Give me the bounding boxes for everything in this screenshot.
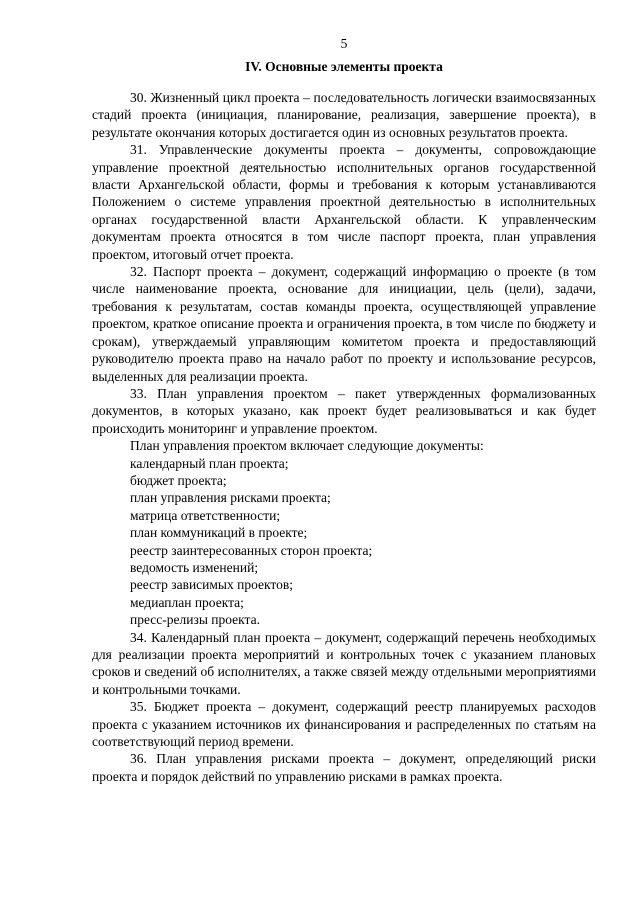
paragraph-32: 32. Паспорт проекта – документ, содержащий информацию о проекте (в том числе наименование проекта, основание для инициации, цель (цели), задачи, требования к результатам, состав команды проекта, осуществляющей управление проектом, краткое описание проекта и ограничения проекта, в том числе по бюджету и срокам), утверждаемый управляющим комитетом проекта и предоставляющий руководителю проекта право на начало работ по проекту и использование ресурсов, выделенных для реализации проекта.	[92, 264, 596, 384]
list-item: план коммуникаций в проекте;	[130, 525, 308, 541]
section-title: IV. Основные элементы проекта	[245, 59, 443, 74]
document-page	[92, 36, 596, 785]
paragraph-30: 30. Жизненный цикл проекта – последовательность логически взаимосвязанных стадий проекта (инициация, планирование, реализация, завершение проекта), в результате окончания которых достигается один из основных результатов проекта.	[92, 90, 596, 140]
list-item: план управления рисками проекта;	[130, 490, 331, 506]
paragraph-35: 35. Бюджет проекта – документ, содержащий реестр планируемых расходов проекта с указанием источников их финансирования и распределенных по статьям на соответствующий период времени.	[92, 699, 596, 750]
list-intro: План управления проектом включает следующие документы:	[130, 438, 484, 454]
list-item: пресс-релизы проекта.	[130, 612, 260, 628]
list-item: бюджет проекта;	[130, 472, 227, 488]
list-item: реестр заинтересованных сторон проекта;	[130, 542, 373, 558]
paragraph-33: 33. План управления проектом – пакет утвержденных формализованных документов, в которых указано, как проект будет реализовываться и как будет происходить мониторинг и управление проектом.	[92, 385, 596, 436]
list-item: реестр зависимых проектов;	[130, 577, 293, 593]
paragraph-36: 36. План управления рисками проекта – документ, определяющий риски проекта и порядок действий по управлению рисками в рамках проекта.	[92, 751, 596, 784]
list-item: календарный план проекта;	[130, 455, 289, 471]
list-item: матрица ответственности;	[130, 507, 281, 523]
page-number: 5	[340, 36, 348, 51]
list-item: ведомость изменений;	[130, 559, 259, 575]
paragraph-34: 34. Календарный план проекта – документ, содержащий перечень необходимых для реализации проекта мероприятий и контрольных точек с указанием плановых сроков и сведений об исполнителях, а также связей между отдельными мероприятиями и контрольными точками.	[92, 629, 596, 697]
plan-documents-list	[92, 455, 596, 629]
paragraph-31: 31. Управленческие документы проекта – документы, сопровождающие управление проектной деятельностью исполнительных органов государственной власти Архангельской области, формы и требования к которым устанавливаются Положением о системе управления проектной деятельностью в исполнительных органах государственной власти Архангельской области. К управленческим документам проекта относятся в том числе паспорт проекта, план управления проектом, итоговый отчет проекта.	[92, 142, 596, 262]
list-item: медиаплан проекта;	[130, 594, 244, 610]
